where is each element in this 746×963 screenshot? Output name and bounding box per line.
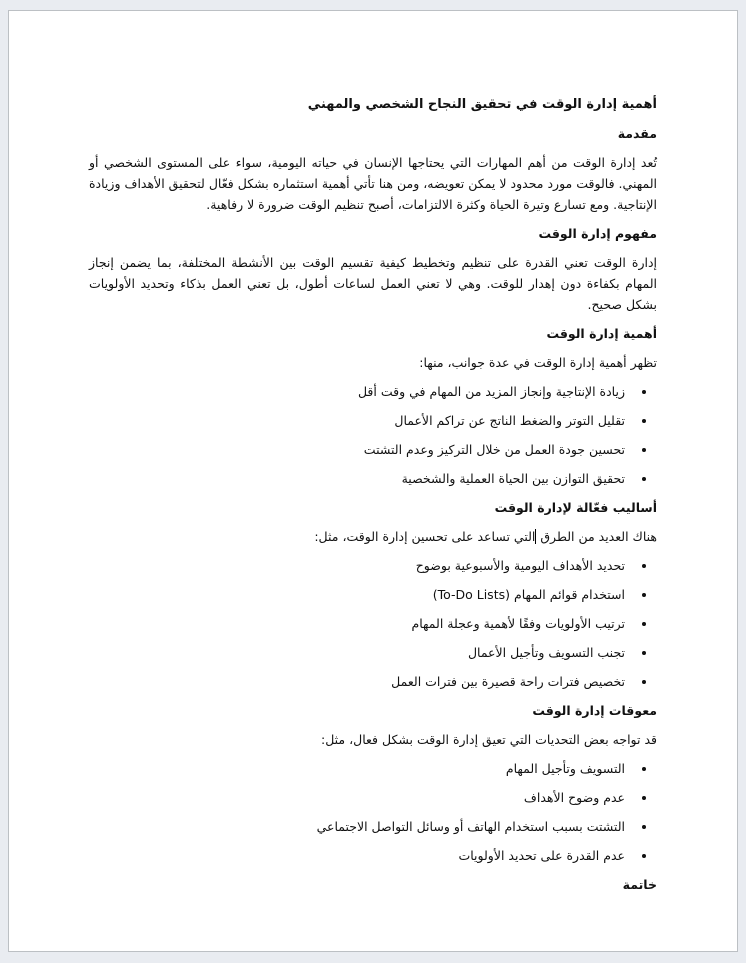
list-item[interactable]: • تحقيق التوازن بين الحياة العملية والشخصية: [89, 468, 631, 489]
document-page[interactable]: [8, 10, 738, 952]
list-item[interactable]: • زيادة الإنتاجية وإنجاز المزيد من المهام في وقت أقل: [89, 381, 631, 402]
list-item[interactable]: • التشتت بسبب استخدام الهاتف أو وسائل التواصل الاجتماعي: [89, 816, 631, 837]
list-item[interactable]: • عدم القدرة على تحديد الأولويات: [89, 845, 631, 866]
heading-introduction[interactable]: مقدمة: [617, 126, 657, 141]
importance-list: [89, 381, 657, 489]
list-item[interactable]: • تخصيص فترات راحة قصيرة بين فترات العمل: [89, 671, 631, 692]
list-item[interactable]: • التسويف وتأجيل المهام: [89, 758, 631, 779]
obstacles-list: [89, 758, 657, 866]
methods-intro-text-after: التي تساعد على تحسين إدارة الوقت، مثل:: [314, 529, 536, 544]
heading-obstacles[interactable]: معوقات إدارة الوقت: [532, 703, 657, 718]
paragraph-importance-intro[interactable]: تظهر أهمية إدارة الوقت في عدة جوانب، منها:: [419, 355, 657, 370]
list-item[interactable]: • تحديد الأهداف اليومية والأسبوعية بوضوح: [89, 555, 631, 576]
paragraph-concept[interactable]: إدارة الوقت تعني القدرة على تنظيم وتخطيط كيفية تقسيم الوقت بين الأنشطة المختلفة، بما يضمن إنجاز المهام بكفاءة دون إهدار للوقت. وهي لا تعني العمل لساعات أطول، بل تعني العمل بذكاء وتحديد الأولويات بشكل صحيح.: [89, 255, 657, 312]
methods-list: [89, 555, 657, 692]
list-item[interactable]: • تقليل التوتر والضغط الناتج عن تراكم الأعمال: [89, 410, 631, 431]
list-item[interactable]: • تجنب التسويف وتأجيل الأعمال: [89, 642, 631, 663]
methods-intro-text-before: هناك العديد من الطرق: [536, 529, 657, 544]
heading-conclusion[interactable]: خاتمة: [622, 877, 657, 892]
document-title[interactable]: أهمية إدارة الوقت في تحقيق النجاح الشخصي والمهني: [307, 97, 657, 112]
list-item[interactable]: • عدم وضوح الأهداف: [89, 787, 631, 808]
paragraph-introduction[interactable]: تُعد إدارة الوقت من أهم المهارات التي يحتاجها الإنسان في حياته اليومية، سواء على المستوى الشخصي أو المهني. فالوقت مورد محدود لا يمكن تعويضه، ومن هنا تأتي أهمية استثماره بشكل فعّال لتحقيق الأهداف وزيادة الإنتاجية. ومع تسارع وتيرة الحياة وكثرة الالتزامات، أصبح تنظيم الوقت ضرورة لا رفاهية.: [89, 155, 657, 212]
heading-concept[interactable]: مفهوم إدارة الوقت: [538, 226, 657, 241]
paragraph-methods-intro[interactable]: [89, 526, 657, 547]
list-item[interactable]: • تحسين جودة العمل من خلال التركيز وعدم التشتت: [89, 439, 631, 460]
heading-methods[interactable]: أساليب فعّالة لإدارة الوقت: [494, 500, 657, 515]
heading-importance[interactable]: أهمية إدارة الوقت: [546, 326, 657, 341]
list-item[interactable]: • استخدام قوائم المهام (To-Do Lists): [89, 584, 631, 605]
list-item[interactable]: • ترتيب الأولويات وفقًا لأهمية وعجلة المهام: [89, 613, 631, 634]
paragraph-obstacles-intro[interactable]: قد تواجه بعض التحديات التي تعيق إدارة الوقت بشكل فعال، مثل:: [320, 732, 657, 747]
